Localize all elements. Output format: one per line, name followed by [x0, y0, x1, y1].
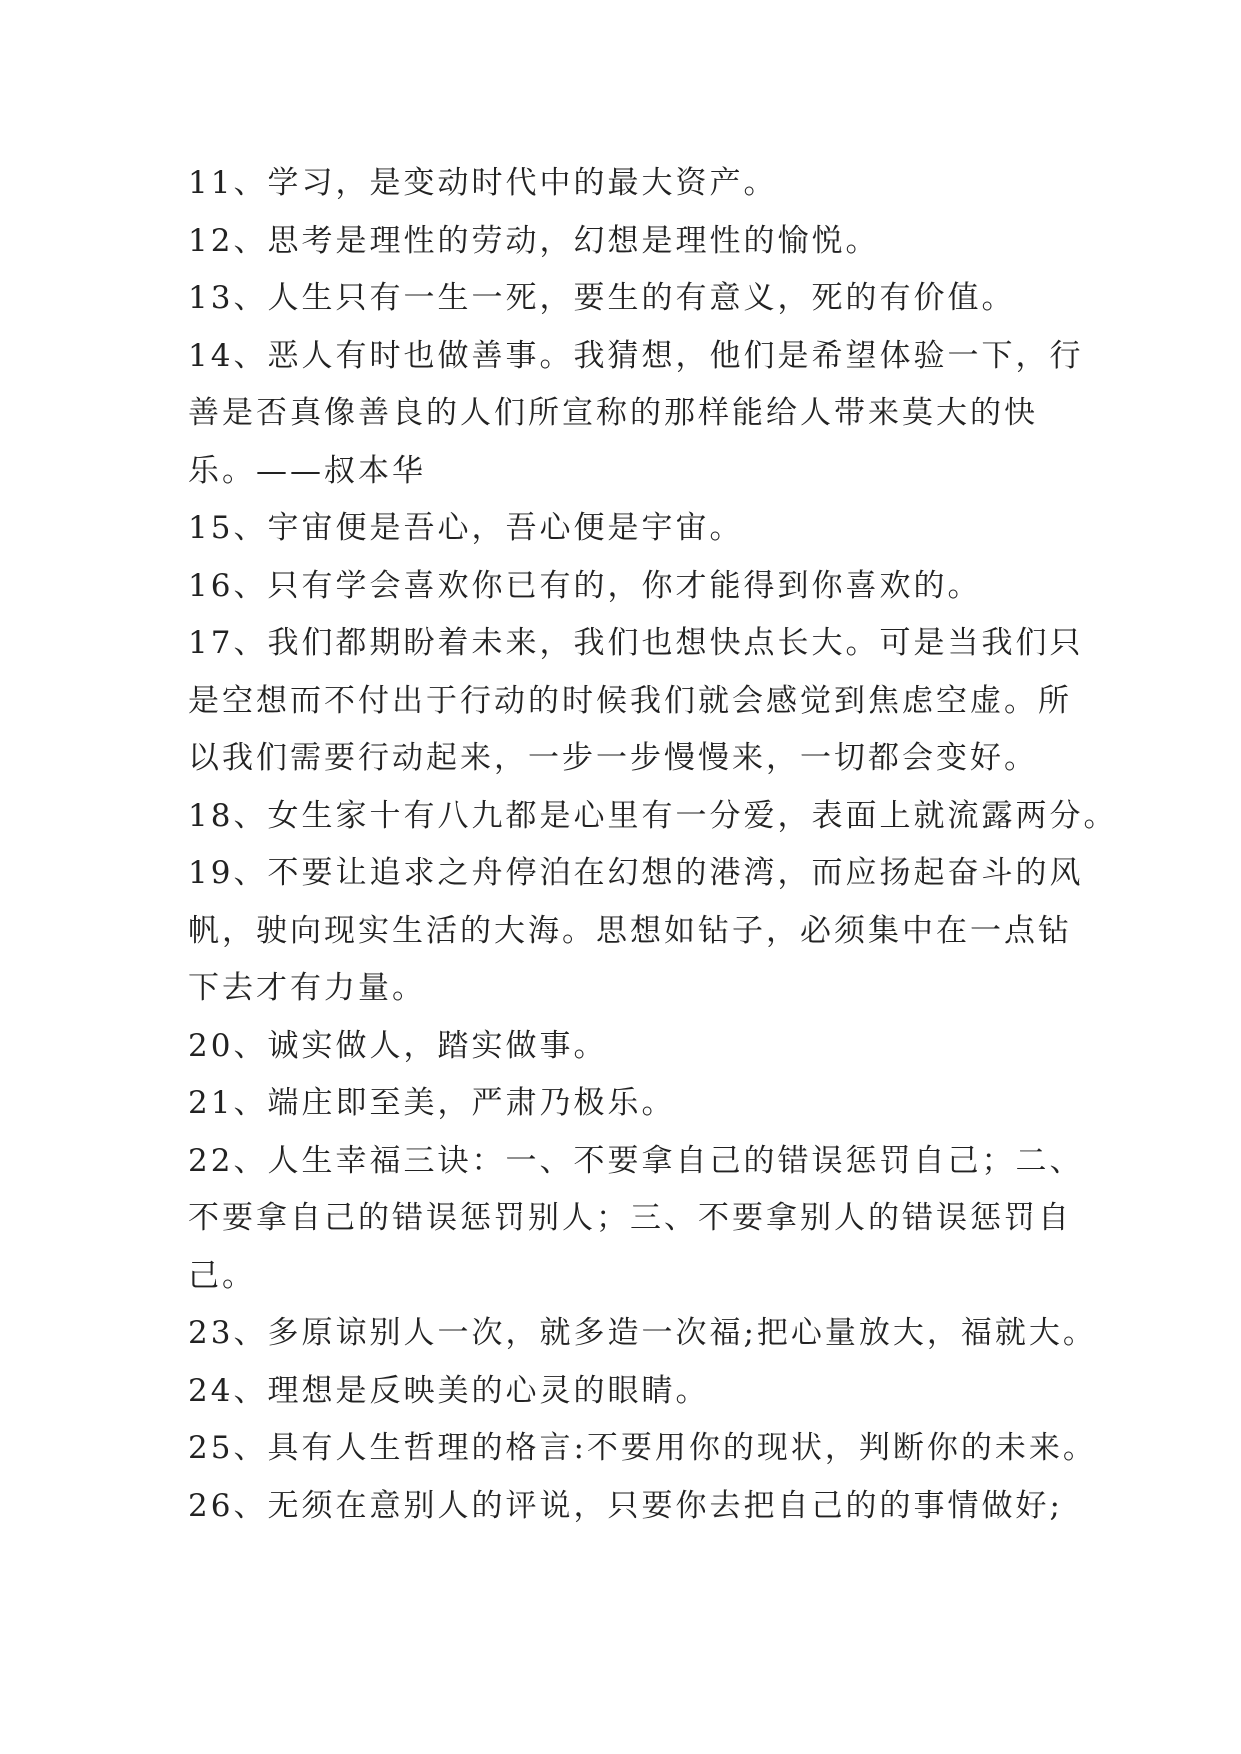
text-line: 18、女生家十有八九都是心里有一分爱，表面上就流露两分。	[188, 797, 1118, 834]
text-line: 23、多原谅别人一次，就多造一次福;把心量放大，福就大。	[188, 1315, 1097, 1351]
text-line: 乐。——叔本华	[188, 452, 426, 489]
text-line: 以我们需要行动起来，一步一步慢慢来，一切都会变好。	[188, 740, 1038, 776]
text-line: 下去才有力量。	[188, 970, 426, 1006]
text-line: 善是否真像善良的人们所宣称的那样能给人带来莫大的快	[188, 395, 1038, 431]
text-line: 19、不要让追求之舟停泊在幻想的港湾，而应扬起奋斗的风	[188, 855, 1084, 891]
text-line: 己。	[188, 1257, 256, 1294]
text-line: 15、宇宙便是吾心，吾心便是宇宙。	[188, 510, 744, 546]
text-line: 26、无须在意别人的评说，只要你去把自己的的事情做好;	[188, 1487, 1063, 1524]
text-line: 24、理想是反映美的心灵的眼睛。	[188, 1372, 710, 1409]
text-line: 20、诚实做人，踏实做事。	[188, 1027, 608, 1064]
text-line: 21、端庄即至美，严肃乃极乐。	[188, 1085, 676, 1121]
text-line: 25、具有人生哲理的格言:不要用你的现状，判断你的未来。	[188, 1430, 1097, 1466]
text-line: 12、思考是理性的劳动，幻想是理性的愉悦。	[188, 222, 880, 259]
document-body	[188, 155, 1118, 1535]
text-line: 是空想而不付出于行动的时候我们就会感觉到焦虑空虚。所	[188, 682, 1072, 719]
text-line: 13、人生只有一生一死，要生的有意义，死的有价值。	[188, 280, 1016, 316]
text-line: 14、恶人有时也做善事。我猜想，他们是希望体验一下，行	[188, 337, 1084, 374]
text-line: 11、学习，是变动时代中的最大资产。	[188, 165, 778, 201]
text-line: 16、只有学会喜欢你已有的，你才能得到你喜欢的。	[188, 567, 982, 604]
text-line: 不要拿自己的错误惩罚别人；三、不要拿别人的错误惩罚自	[188, 1200, 1072, 1236]
text-line: 帆，驶向现实生活的大海。思想如钻子，必须集中在一点钻	[188, 912, 1072, 949]
text-line: 17、我们都期盼着未来，我们也想快点长大。可是当我们只	[188, 625, 1084, 661]
text-line: 22、人生幸福三诀：一、不要拿自己的错误惩罚自己；二、	[188, 1142, 1084, 1179]
